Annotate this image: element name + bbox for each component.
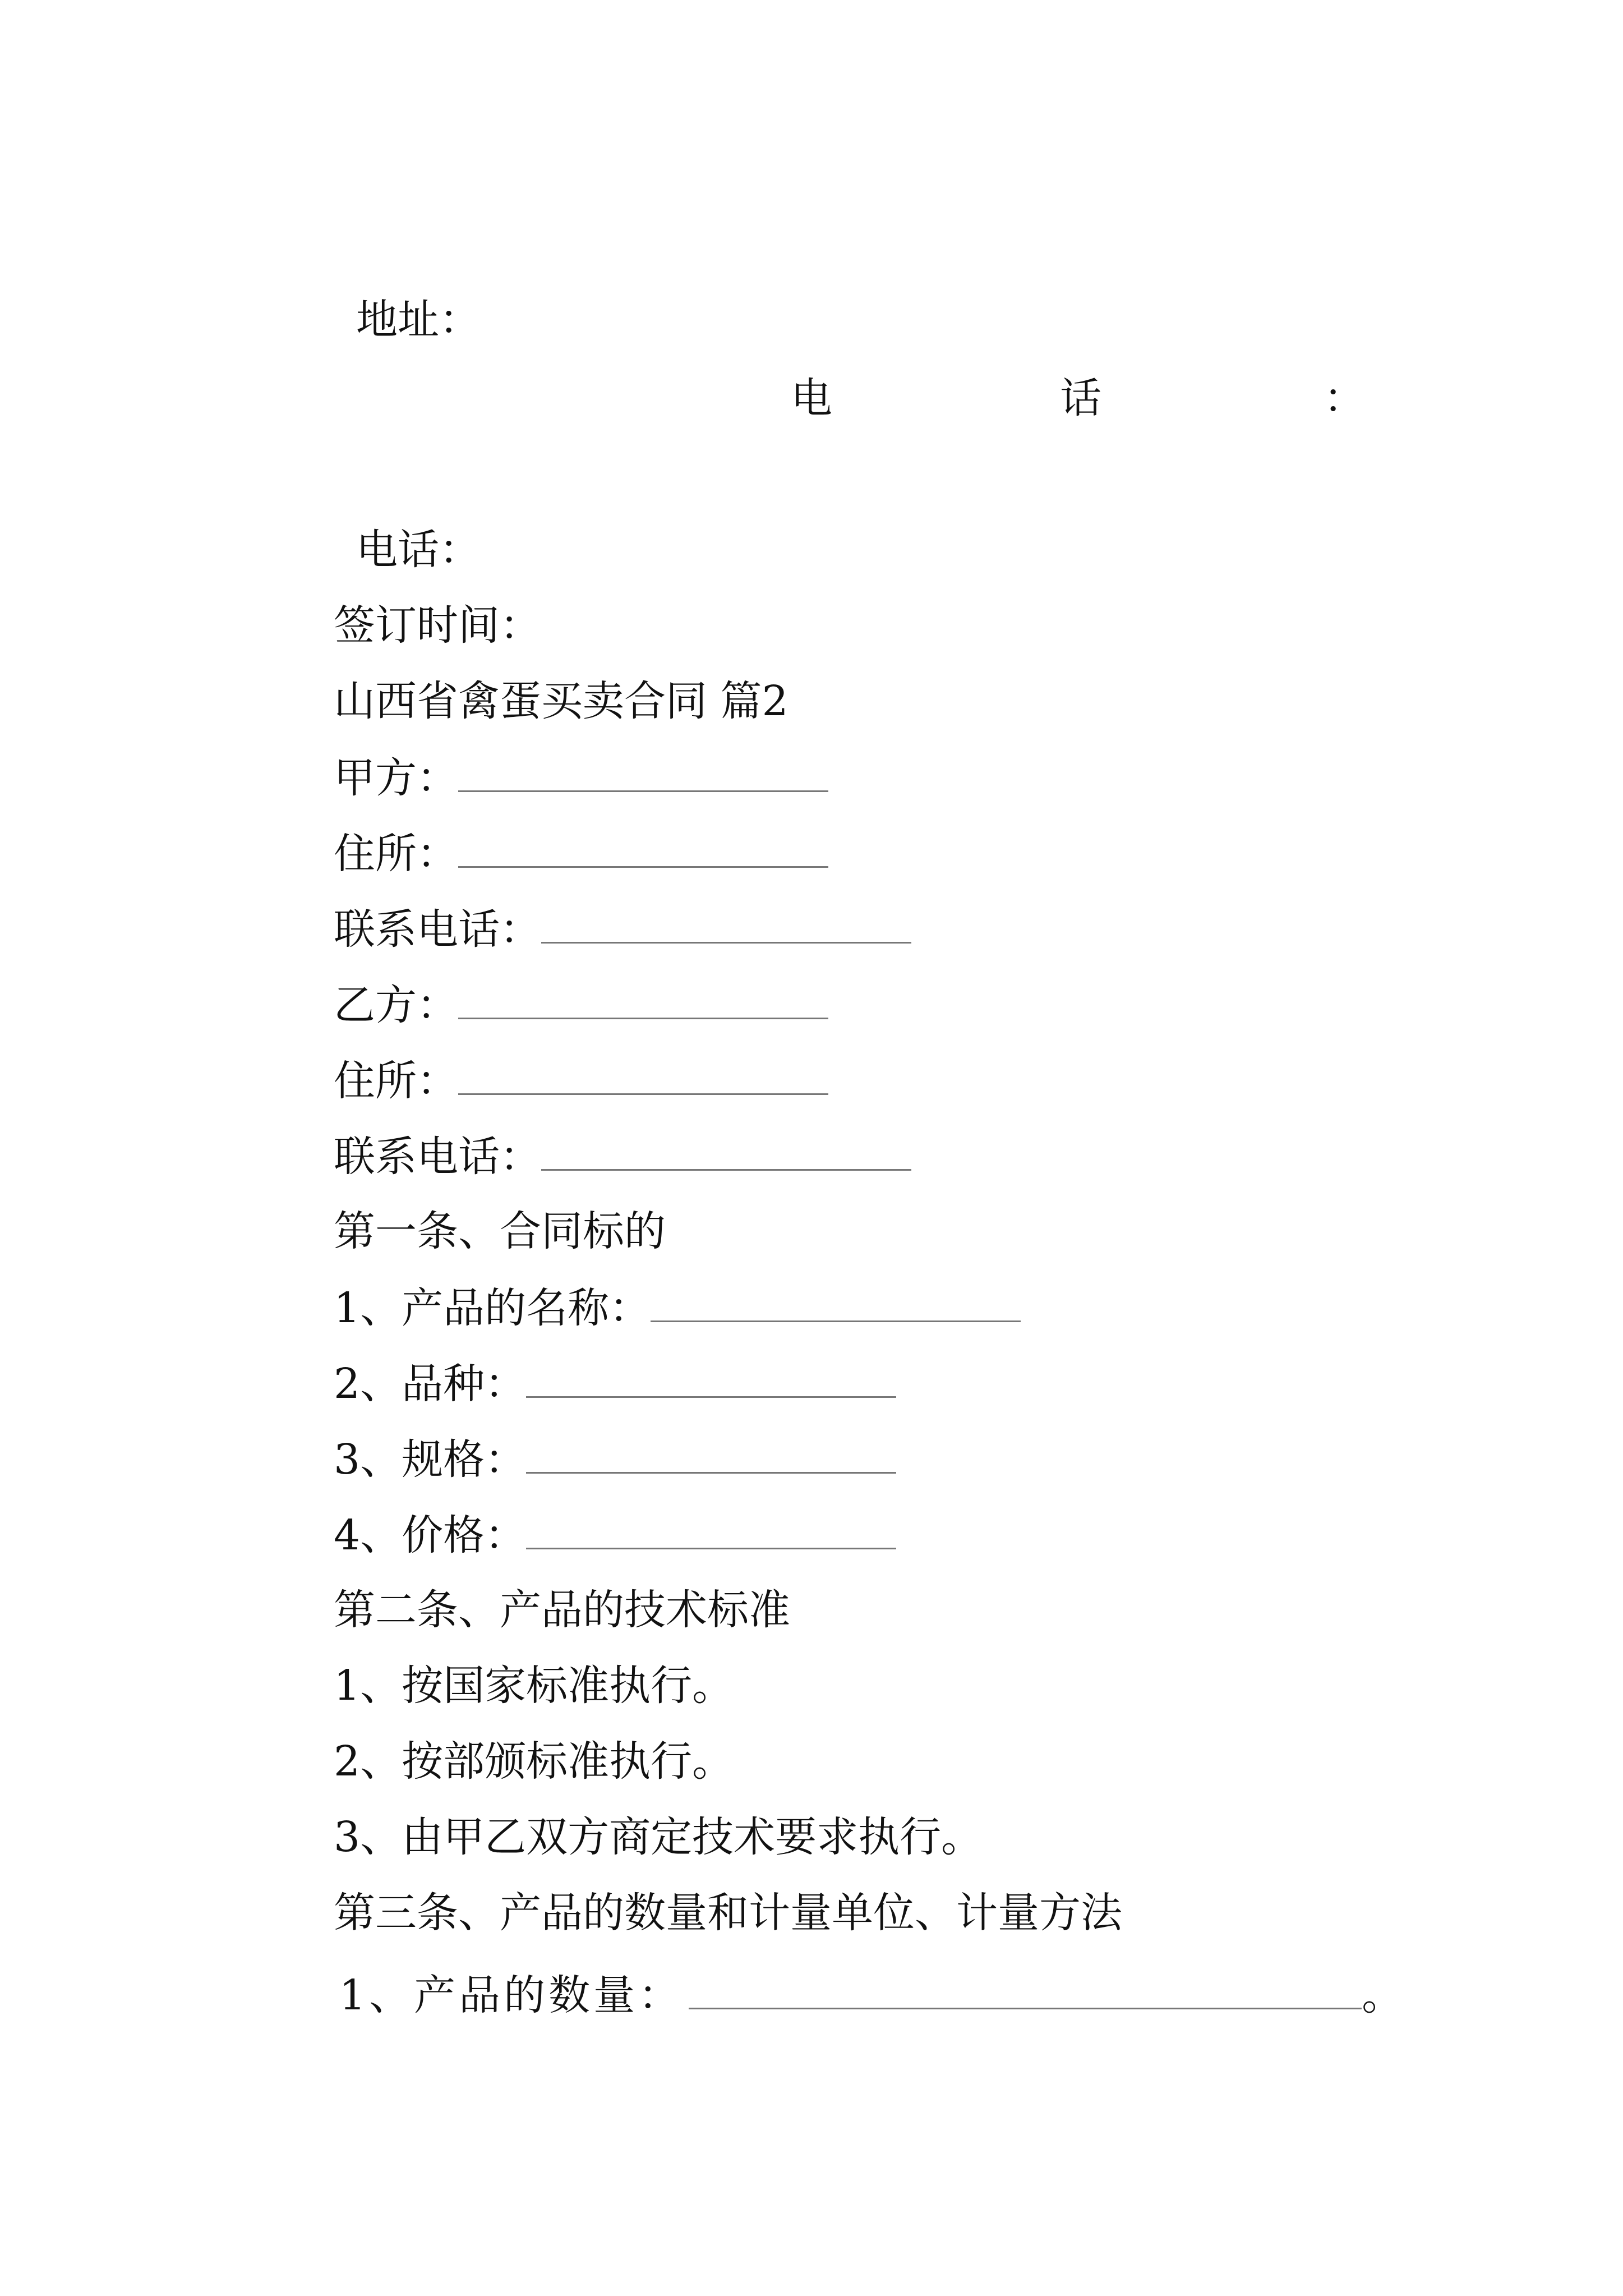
article-1-item-label: 2、品种： — [334, 1360, 527, 1408]
article-3-item-label: 1、产品的数量： — [339, 1971, 684, 2019]
party-a-row — [334, 749, 828, 806]
article-1-item-row — [334, 1430, 896, 1488]
phone-char-1: 电 — [791, 374, 832, 422]
party-a-phone-label: 联系电话： — [334, 905, 541, 954]
quantity-blank[interactable] — [689, 1966, 1362, 2009]
price-blank[interactable] — [526, 1506, 896, 1549]
article-2-heading: 第二条、产品的技术标准 — [334, 1586, 790, 1634]
party-a-phone-row — [334, 900, 911, 958]
party-a-phone-blank[interactable] — [541, 900, 911, 944]
article-1-item-label: 4、价格： — [334, 1511, 527, 1559]
article-1-item-label: 3、规格： — [334, 1435, 527, 1484]
party-a-blank[interactable] — [458, 749, 828, 792]
article-3-item-end: 。 — [1362, 1971, 1407, 2019]
phone-label: 电话： — [356, 526, 481, 574]
sign-date-label: 签订时间： — [334, 601, 541, 650]
party-b-address-row — [334, 1052, 828, 1109]
phone-colon: ： — [1324, 374, 1365, 422]
contract-title: 山西省禽蛋买卖合同 篇2 — [334, 677, 789, 725]
party-b-phone-label: 联系电话： — [334, 1133, 541, 1181]
article-1-heading: 第一条、合同标的 — [334, 1207, 666, 1255]
phone-char-2: 话 — [1060, 374, 1101, 422]
party-a-address-row — [334, 825, 828, 882]
party-a-label: 甲方： — [334, 754, 458, 802]
article-2-item: 2、按部颁标准执行。 — [334, 1737, 734, 1786]
party-b-label: 乙方： — [334, 981, 458, 1029]
party-b-blank[interactable] — [458, 976, 828, 1019]
party-a-address-label: 住所： — [334, 830, 458, 878]
party-b-address-label: 住所： — [334, 1057, 458, 1105]
article-2-item: 3、由甲乙双方商定技术要求执行。 — [334, 1813, 983, 1861]
address-label: 地址： — [356, 296, 481, 344]
product-name-blank[interactable] — [651, 1279, 1021, 1322]
article-2-item: 1、按国家标准执行。 — [334, 1662, 734, 1710]
article-1-item-label: 1、产品的名称： — [334, 1284, 651, 1332]
variety-blank[interactable] — [526, 1355, 896, 1398]
party-b-phone-blank[interactable] — [541, 1128, 911, 1171]
specification-blank[interactable] — [526, 1430, 896, 1474]
party-b-row — [334, 976, 828, 1033]
article-1-item-row — [334, 1506, 896, 1563]
article-1-item-row — [334, 1355, 896, 1412]
article-1-item-row — [334, 1279, 1021, 1336]
article-3-heading: 第三条、产品的数量和计量单位、计量方法 — [334, 1889, 1122, 1937]
party-b-phone-row — [334, 1128, 911, 1185]
party-a-address-blank[interactable] — [458, 825, 828, 868]
article-3-item-row — [339, 1966, 1407, 2023]
party-b-address-blank[interactable] — [458, 1052, 828, 1095]
